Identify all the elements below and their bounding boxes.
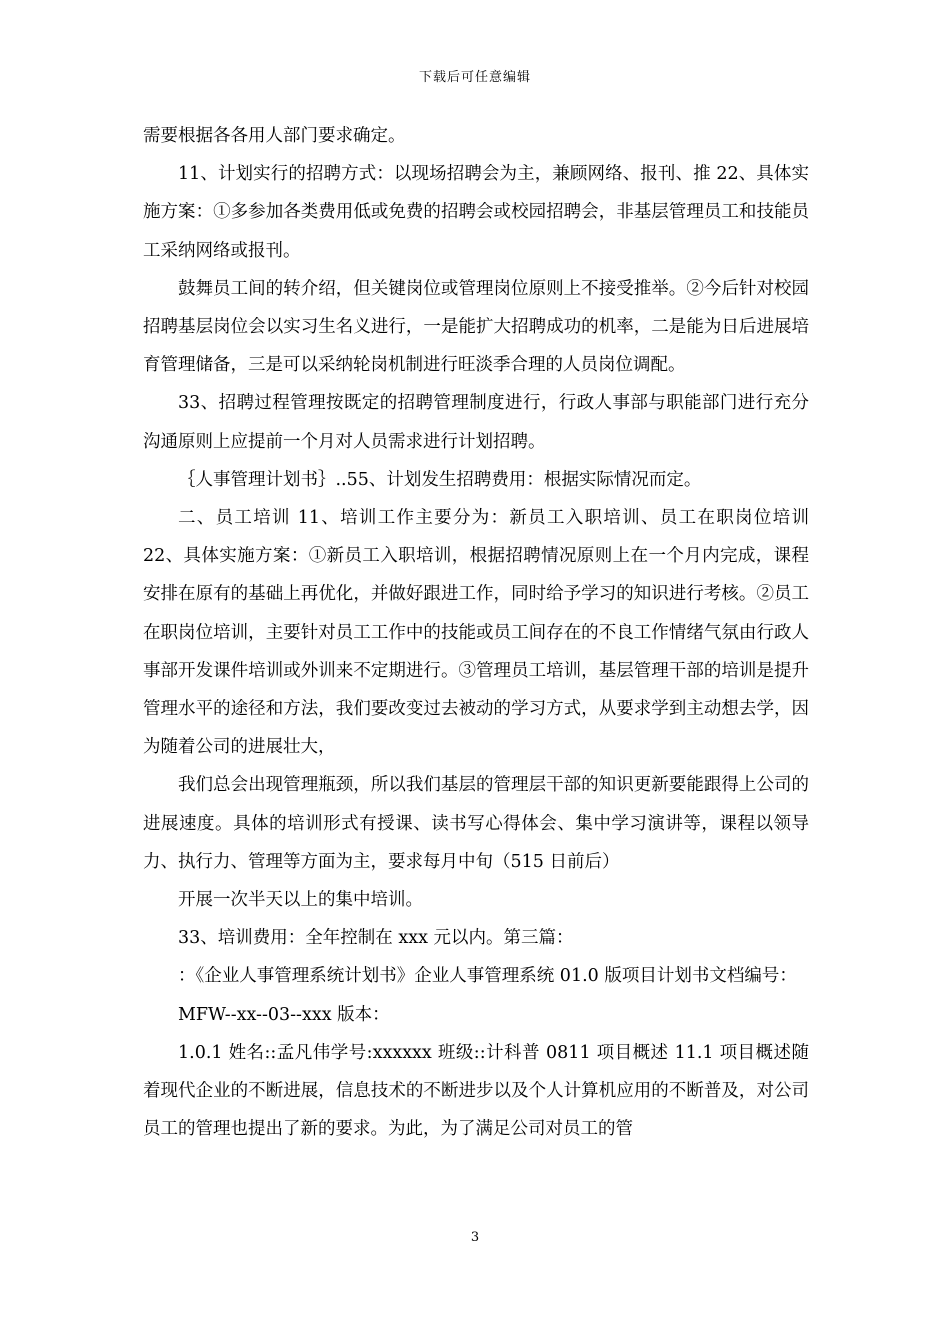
paragraph: 二、员工培训 11、培训工作主要分为：新员工入职培训、员工在职岗位培训 22、具体实施方案：①新员工入职培训，根据招聘情况原则上在一个月内完成，课程安排在原有的基础上再优化，并做好跟进工作，同时给予学习的知识进行考核。②员工在职岗位培训，主要针对员工工作中的技能或员工间存在的不良工作情绪气氛由行政人事部开发课件培训或外训来不定期进行。③管理员工培训，基层管理干部的培训是提升管理水平的途径和方法，我们要改变过去被动的学习方式，从要求学到主动想去学，因为随着公司的进展壮大， — [143, 508, 809, 758]
paragraph: 33、培训费用：全年控制在 xxx 元以内。第三篇： — [178, 928, 574, 949]
paragraph: MFW--xx--03--xxx 版本： — [178, 1004, 390, 1025]
paragraph: 开展一次半天以上的集中培训。 — [178, 890, 423, 911]
paragraph: 我们总会出现管理瓶颈，所以我们基层的管理层干部的知识更新要能跟得上公司的进展速度。具体的培训形式有授课、读书写心得体会、集中学习演讲等，课程以领导力、执行力、管理等方面为主，要求每月中旬（515 日前后） — [143, 775, 809, 872]
paragraph: ｛人事管理计划书｝..55、计划发生招聘费用：根据实际情况而定。 — [178, 469, 702, 490]
page-header-note: 下载后可任意编辑 — [418, 70, 531, 85]
paragraph: 33、招聘过程管理按既定的招聘管理制度进行，行政人事部与职能部门进行充分沟通原则上应提前一个月对人员需求进行计划招聘。 — [143, 393, 809, 452]
paragraph: 11、计划实行的招聘方式：以现场招聘会为主，兼顾网络、报刊、推 22、具体实施方案：①多参加各类费用低或免费的招聘会或校园招聘会，非基层管理员工和技能员工采纳网络或报刊。 — [143, 164, 809, 261]
paragraph: 1.0.1 姓名::孟凡伟学号:xxxxxx 班级::计科普 0811 项目概述 11.1 项目概述随着现代企业的不断进展，信息技术的不断进步以及个人计算机应用的不断普及，对公司员工的管理也提出了新的要求。为此，为了满足公司对员工的管 — [143, 1042, 809, 1140]
document-body — [143, 117, 809, 1148]
page-number: 3 — [470, 1230, 480, 1245]
paragraph: ：《企业人事管理系统计划书》企业人事管理系统 01.0 版项目计划书文档编号： — [178, 966, 797, 987]
paragraph: 需要根据各各用人部门要求确定。 — [143, 126, 406, 146]
paragraph: 鼓舞员工间的转介绍，但关键岗位或管理岗位原则上不接受推举。②今后针对校园招聘基层岗位会以实习生名义进行，一是能扩大招聘成功的机率，二是能为日后进展培育管理储备，三是可以采纳轮岗机制进行旺淡季合理的人员岗位调配。 — [143, 278, 809, 376]
